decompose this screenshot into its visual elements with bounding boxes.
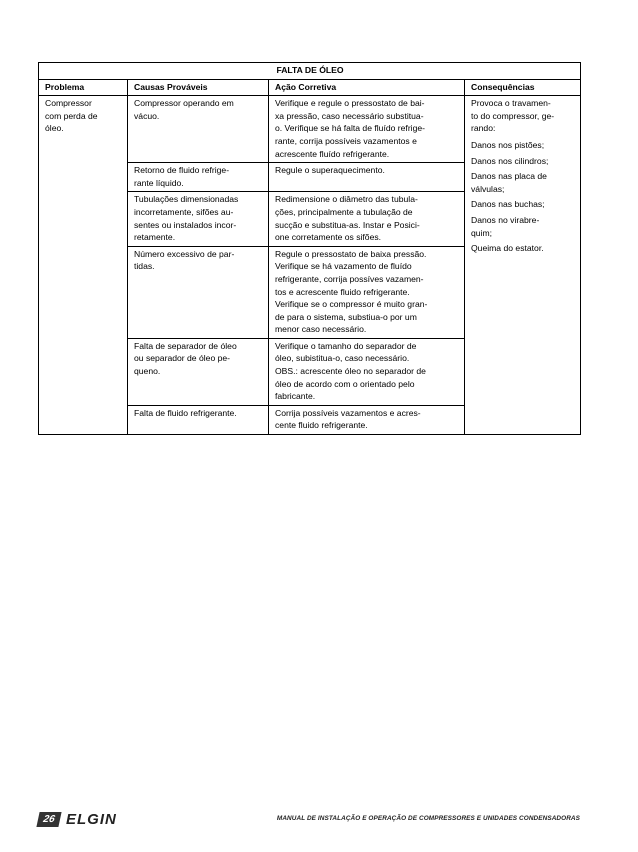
consequence-line: válvulas; bbox=[471, 183, 505, 194]
action-line: Verifique se o compressor é muito gran- bbox=[275, 299, 428, 310]
header-consequences: Consequências bbox=[465, 79, 581, 96]
action-cell bbox=[269, 405, 465, 434]
action-line: cente fluido refrigerante. bbox=[275, 420, 368, 431]
action-line: óleo, subistitua-o, caso necessário. bbox=[275, 353, 410, 364]
action-cell bbox=[269, 246, 465, 338]
consequence-line: to do compressor, ge- bbox=[471, 110, 555, 121]
consequence-item bbox=[471, 139, 575, 152]
consequence-item bbox=[471, 155, 575, 168]
cause-line: ou separador de óleo pe- bbox=[134, 353, 231, 364]
cause-line: Falta de separador de óleo bbox=[134, 340, 237, 351]
action-line: sucção e substitua-as. Instar e Posici- bbox=[275, 219, 420, 230]
action-line: fabricante. bbox=[275, 391, 316, 402]
action-line: óleo de acordo com o orientado pelo bbox=[275, 378, 415, 389]
cause-line: sentes ou instalados incor- bbox=[134, 219, 237, 230]
action-line: menor caso necessário. bbox=[275, 324, 367, 335]
cause-line: tidas. bbox=[134, 261, 155, 272]
cause-cell bbox=[128, 405, 269, 434]
consequence-line: Danos no virabre- bbox=[471, 214, 540, 225]
action-cell bbox=[269, 192, 465, 246]
consequence-line: Danos nas buchas; bbox=[471, 199, 545, 210]
cause-cell bbox=[128, 96, 269, 163]
action-line: Verifique e regule o pressostato de bai- bbox=[275, 98, 425, 109]
cause-line: rante líquido. bbox=[134, 177, 184, 188]
action-line: o. Verifique se há falta de fluído refrige- bbox=[275, 123, 426, 134]
cause-line: Falta de fluido refrigerante. bbox=[134, 407, 237, 418]
cause-line: Tubulações dimensionadas bbox=[134, 194, 239, 205]
brand-logo: ELGIN bbox=[66, 811, 117, 828]
oil-loss-table bbox=[38, 62, 581, 435]
action-line: xa pressão, caso necessário substitua- bbox=[275, 110, 424, 121]
action-line: ções, principalmente a tubulação de bbox=[275, 206, 413, 217]
header-action: Ação Corretiva bbox=[269, 79, 465, 96]
action-cell bbox=[269, 163, 465, 192]
table-row bbox=[39, 96, 581, 163]
cause-cell bbox=[128, 338, 269, 405]
cause-line: vácuo. bbox=[134, 110, 160, 121]
action-line: Corrija possíveis vazamentos e acres- bbox=[275, 407, 421, 418]
action-line: Regule o pressostato de baixa pressão. bbox=[275, 248, 427, 259]
action-line: acrescente fluído refrigerante. bbox=[275, 148, 390, 159]
action-line: OBS.: acrescente óleo no separador de bbox=[275, 366, 426, 377]
cause-line: incorretamente, sifões au- bbox=[134, 206, 234, 217]
consequence-item bbox=[471, 198, 575, 211]
action-line: one corretamente os sifões. bbox=[275, 232, 382, 243]
header-causes: Causas Prováveis bbox=[128, 79, 269, 96]
consequence-item bbox=[471, 214, 575, 239]
cause-line: Retorno de fluido refrige- bbox=[134, 165, 230, 176]
problem-line: com perda de bbox=[45, 110, 98, 121]
action-line: Regule o superaquecimento. bbox=[275, 165, 385, 176]
consequence-item bbox=[471, 242, 575, 255]
action-line: rante, corrija possíveis vazamentos e bbox=[275, 135, 417, 146]
consequence-line: Provoca o travamen- bbox=[471, 98, 551, 109]
consequences-intro bbox=[471, 97, 575, 135]
action-line: de para o sistema, substiua-o por um bbox=[275, 311, 417, 322]
action-cell bbox=[269, 338, 465, 405]
consequence-line: Danos nas placa de bbox=[471, 171, 547, 182]
cause-line: Compressor operando em bbox=[134, 98, 234, 109]
consequence-line: Danos nos cilindros; bbox=[471, 155, 549, 166]
consequence-line: Queima do estator. bbox=[471, 243, 544, 254]
consequence-line: quim; bbox=[471, 227, 493, 238]
cause-cell bbox=[128, 163, 269, 192]
action-line: Redimensione o diâmetro das tubula- bbox=[275, 194, 418, 205]
problem-cell bbox=[39, 96, 128, 435]
action-line: tos e acrescente fluido refrigerante. bbox=[275, 286, 410, 297]
table-title: FALTA DE ÓLEO bbox=[39, 63, 581, 80]
cause-line: Número excessivo de par- bbox=[134, 248, 235, 259]
manual-title: MANUAL DE INSTALAÇÃO E OPERAÇÃO DE COMPRESSORES E UNIDADES CONDENSADORAS bbox=[276, 815, 580, 822]
action-cell bbox=[269, 96, 465, 163]
header-problem: Problema bbox=[39, 79, 128, 96]
cause-cell bbox=[128, 246, 269, 338]
cause-line: retamente. bbox=[134, 232, 176, 243]
cause-line: queno. bbox=[134, 366, 161, 377]
page-number: 26 bbox=[36, 812, 61, 827]
problem-line: óleo. bbox=[45, 123, 64, 134]
action-line: Verifique o tamanho do separador de bbox=[275, 340, 417, 351]
action-line: Verifique se há vazamento de fluído bbox=[275, 261, 412, 272]
consequence-item bbox=[471, 170, 575, 195]
consequence-line: Danos nos pistões; bbox=[471, 139, 545, 150]
page-footer bbox=[38, 811, 580, 829]
problem-line: Compressor bbox=[45, 98, 92, 109]
consequence-line: rando: bbox=[471, 123, 496, 134]
action-line: refrigerante, corrija possíves vazamen- bbox=[275, 273, 424, 284]
consequences-cell bbox=[465, 96, 581, 435]
cause-cell bbox=[128, 192, 269, 246]
